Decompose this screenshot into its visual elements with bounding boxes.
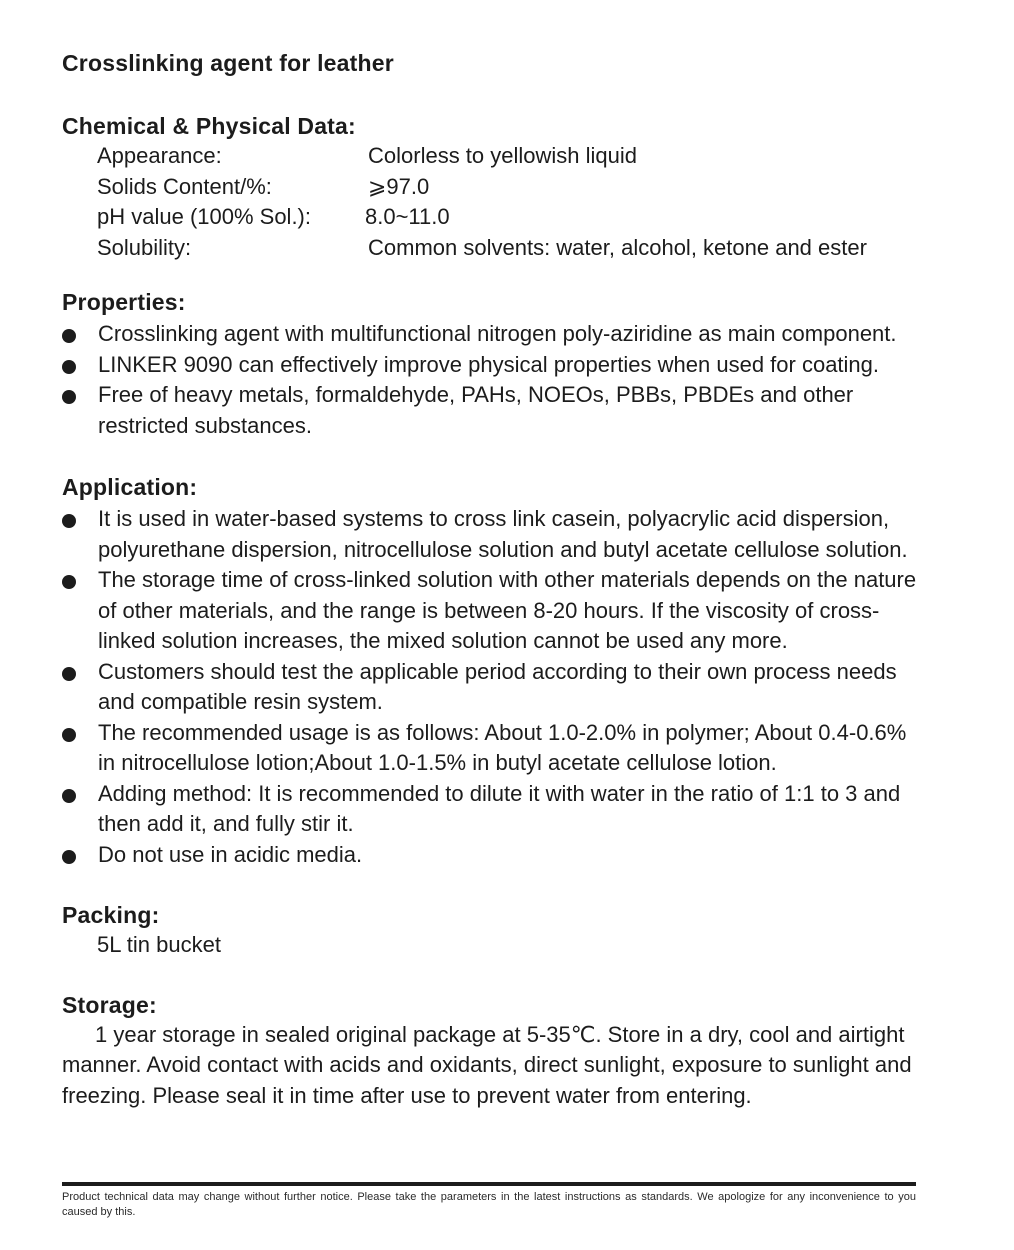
application-list (62, 504, 922, 870)
data-value: 8.0~11.0 (365, 204, 450, 229)
packing-heading: Packing: (62, 902, 160, 928)
list-item-text: Adding method: It is recommended to dilute it with water in the ratio of 1:1 to 3 and then add it, and fully stir it. (98, 780, 901, 836)
bullet-icon (62, 789, 76, 803)
list-item (62, 657, 922, 718)
list-item (62, 319, 922, 350)
storage-text: 1 year storage in sealed original package at 5-35℃. Store in a dry, cool and airtight manner. Avoid contact with acids and oxidants, direct sunlight, exposure to sunlight and freezing. Please seal it in time after use to prevent water from entering. (62, 1021, 912, 1108)
footer-disclaimer: Product technical data may change without further notice. Please take the parameters in the latest instructions as standards. We apologize for any inconvenience to you caused by this. (62, 1191, 916, 1218)
data-value: Colorless to yellowish liquid (368, 143, 638, 168)
bullet-icon (62, 575, 76, 589)
bullet-icon (62, 850, 76, 864)
list-item-text: Crosslinking agent with multifunctional nitrogen poly-aziridine as main component. (98, 321, 897, 346)
list-item-text: It is used in water-based systems to cross link casein, polyacrylic acid dispersion, polyurethane dispersion, nitrocellulose solution and butyl acetate cellulose solution. (98, 506, 908, 562)
chemical-data-table (97, 141, 922, 263)
bullet-icon (62, 329, 76, 343)
properties-list (62, 319, 922, 441)
application-heading: Application: (62, 474, 198, 500)
document-title: Crosslinking agent for leather (62, 50, 394, 76)
bullet-icon (62, 360, 76, 374)
bullet-icon (62, 728, 76, 742)
list-item (62, 565, 922, 657)
bullet-icon (62, 514, 76, 528)
data-label: pH value (100% Sol.): (97, 204, 311, 229)
data-row-solids-content (97, 172, 922, 203)
list-item-text: The recommended usage is as follows: About 1.0-2.0% in polymer; About 0.4-0.6% in nitrocellulose lotion;About 1.0-1.5% in butyl acetate cellulose lotion. (98, 719, 907, 775)
data-row-ph-value (97, 202, 922, 233)
list-item (62, 350, 922, 381)
list-item-text: LINKER 9090 can effectively improve physical properties when used for coating. (98, 351, 880, 377)
list-item-text: Do not use in acidic media. (98, 841, 363, 867)
list-item (62, 504, 922, 565)
data-label: Solids Content/%: (97, 173, 272, 199)
data-label: Solubility: (97, 234, 192, 260)
list-item-text: Free of heavy metals, formaldehyde, PAHs, NOEOs, PBBs, PBDEs and other restricted substances. (98, 382, 854, 438)
data-row-appearance (97, 141, 922, 172)
packing-text: 5L tin bucket (97, 932, 221, 957)
data-value: ⩾97.0 (368, 173, 430, 199)
bullet-icon (62, 667, 76, 681)
list-item (62, 779, 922, 840)
list-item (62, 840, 922, 871)
list-item (62, 380, 922, 441)
list-item-text: The storage time of cross-linked solution with other materials depends on the nature of other materials, and the range is between 8-20 hours. If the viscosity of cross-linked solution increases, the mixed solution cannot be used any more. (98, 567, 917, 653)
list-item-text: Customers should test the applicable period according to their own process needs and compatible resin system. (98, 658, 897, 714)
document-body (62, 46, 922, 1111)
bullet-icon (62, 390, 76, 404)
properties-heading: Properties: (62, 289, 186, 315)
footer-divider (62, 1182, 916, 1186)
list-item (62, 718, 922, 779)
chemical-physical-heading: Chemical & Physical Data: (62, 113, 356, 139)
data-row-solubility (97, 233, 922, 264)
data-value: Common solvents: water, alcohol, ketone and ester (368, 234, 867, 260)
storage-heading: Storage: (62, 991, 157, 1018)
data-label: Appearance: (97, 143, 222, 168)
